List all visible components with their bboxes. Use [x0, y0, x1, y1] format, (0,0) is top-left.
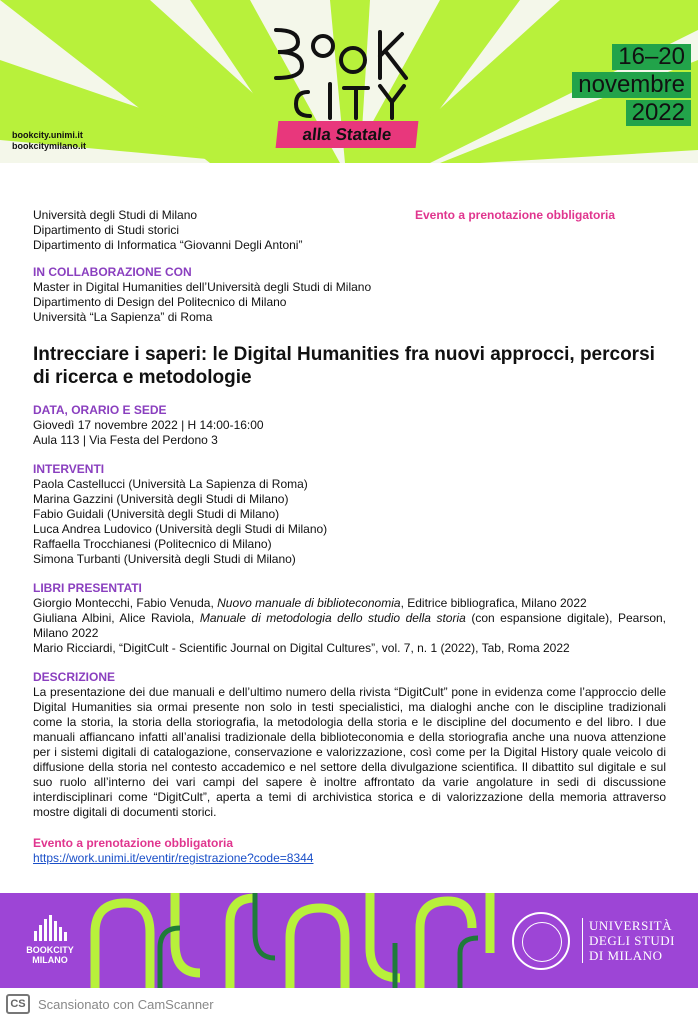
header-urls	[12, 130, 86, 152]
bookcity-logo	[268, 22, 428, 122]
speaker: Raffaella Trocchianesi (Politecnico di Milano)	[33, 537, 272, 551]
collaborator: Master in Digital Humanities dell’Università degli Studi di Milano	[33, 280, 372, 294]
bookcity-milano-line2: MILANO	[32, 955, 68, 965]
camscanner-icon: CS	[6, 994, 30, 1014]
book-publisher: (con espansione digitale), Pearson, Milano 2022	[33, 611, 666, 640]
organizers-block	[33, 208, 666, 253]
dates-month: novembre	[572, 72, 691, 98]
book-title: Manuale di metodologia dello studio della storia	[199, 611, 466, 625]
schedule-heading: DATA, ORARIO E SEDE	[33, 403, 167, 417]
registration-section	[33, 836, 666, 866]
organizer: Università degli Studi di Milano	[33, 208, 198, 222]
collaboration-section	[33, 265, 666, 325]
schedule-date-time: Giovedì 17 novembre 2022 | H 14:00-16:00	[33, 418, 264, 432]
bookcity-milano-line1: BOOKCITY	[26, 945, 74, 955]
event-content	[33, 208, 666, 866]
schedule-venue: Aula 113 | Via Festa del Perdono 3	[33, 433, 218, 447]
header-banner	[0, 0, 698, 163]
book-entry	[33, 596, 666, 611]
book-entry	[33, 641, 666, 656]
book-title: Nuovo manuale di biblioteconomia	[217, 596, 401, 610]
speaker: Paola Castellucci (Università La Sapienza di Roma)	[33, 477, 308, 491]
event-title: Intrecciare i saperi: le Digital Humanities fra nuovi approcci, percorsi di ricerca e metodologie	[33, 344, 655, 388]
registration-link[interactable]: https://work.unimi.it/eventir/registrazione?code=8344	[33, 851, 314, 865]
speakers-heading: INTERVENTI	[33, 462, 105, 476]
book-entry	[33, 611, 666, 641]
bookcity-milano-logo	[22, 915, 78, 965]
alla-statale-logo: alla Statale	[276, 121, 419, 148]
collaborator: Dipartimento di Design del Politecnico di Milano	[33, 295, 287, 309]
scanner-text: Scansionato con CamScanner	[38, 997, 214, 1012]
url-bookcity[interactable]: bookcitymilano.it	[12, 141, 87, 151]
books-section	[33, 581, 666, 656]
book-publisher: , Editrice bibliografica, Milano 2022	[400, 596, 587, 610]
speaker: Simona Turbanti (Università degli Studi di Milano)	[33, 552, 296, 566]
dates-year: 2022	[626, 100, 691, 126]
description-heading: DESCRIZIONE	[33, 670, 116, 684]
speaker: Fabio Guidali (Università degli Studi di Milano)	[33, 507, 280, 521]
url-unimi[interactable]: bookcity.unimi.it	[12, 130, 83, 140]
speakers-section	[33, 462, 666, 567]
speaker: Luca Andrea Ludovico (Università degli Studi di Milano)	[33, 522, 328, 536]
journal-entry: Mario Ricciardi, “DigitCult - Scientific Journal on Digital Cultures”, vol. 7, n. 1 (2022), Tab, Roma 2022	[33, 641, 570, 655]
unimi-wordmark	[582, 918, 675, 963]
organizer: Dipartimento di Informatica “Giovanni Degli Antoni”	[33, 238, 303, 252]
unimi-line2: DEGLI STUDI	[589, 933, 676, 948]
dates-range: 16–20	[612, 44, 691, 70]
books-heading: LIBRI PRESENTATI	[33, 581, 142, 595]
collaboration-heading: IN COLLABORAZIONE CON	[33, 265, 192, 279]
book-authors: Giorgio Montecchi, Fabio Venuda,	[33, 596, 218, 610]
university-seal-icon	[512, 912, 570, 970]
skyline-icon	[22, 915, 78, 941]
book-authors: Giuliana Albini, Alice Raviola,	[33, 611, 200, 625]
unimi-logo	[512, 912, 692, 972]
booking-notice-top: Evento a prenotazione obbligatoria	[415, 208, 616, 222]
unimi-line3: DI MILANO	[589, 948, 663, 963]
scanner-watermark	[0, 988, 698, 1024]
schedule-section	[33, 403, 666, 448]
organizer: Dipartimento di Studi storici	[33, 223, 180, 237]
speaker: Marina Gazzini (Università degli Studi di Milano)	[33, 492, 289, 506]
collaborator: Università “La Sapienza” di Roma	[33, 310, 213, 324]
event-dates	[541, 44, 691, 128]
description-section	[33, 670, 666, 820]
booking-notice-bottom: Evento a prenotazione obbligatoria	[33, 836, 234, 850]
unimi-line1: UNIVERSITÀ	[589, 918, 672, 933]
description-text: La presentazione dei due manuali e dell’ultimo numero della rivista “DigitCult” pone in evidenza come l’approccio delle Digital Humanities sia ormai presente non solo in testi specialistici, ma dialoghi anche con le discipline tradizionali come la storia, la storia della storiografia, la metodologia della storia e le discipline del documento e del libro. I due manuali affiancano infatti all’analisi tradizionale della biblioteconomia e della storiografia anche una nuova attenzione per i sistemi digitali di catalogazione, conservazione e valorizzazione, così come per la Digital History quale veicolo di diffusione della storia nel contesto accademico e nel settore della divulgazione scientifica. Il dibattito sul digitale e sul suo ruolo all’interno dei vari campi del sapere è inoltre affrontato da varie angolature in sedi di discussione interdisciplinari come “DigitCult”, aperta a temi di archivistica storica e di valorizzazione della memoria attraverso mostre digitali di documenti storici.	[33, 685, 666, 819]
